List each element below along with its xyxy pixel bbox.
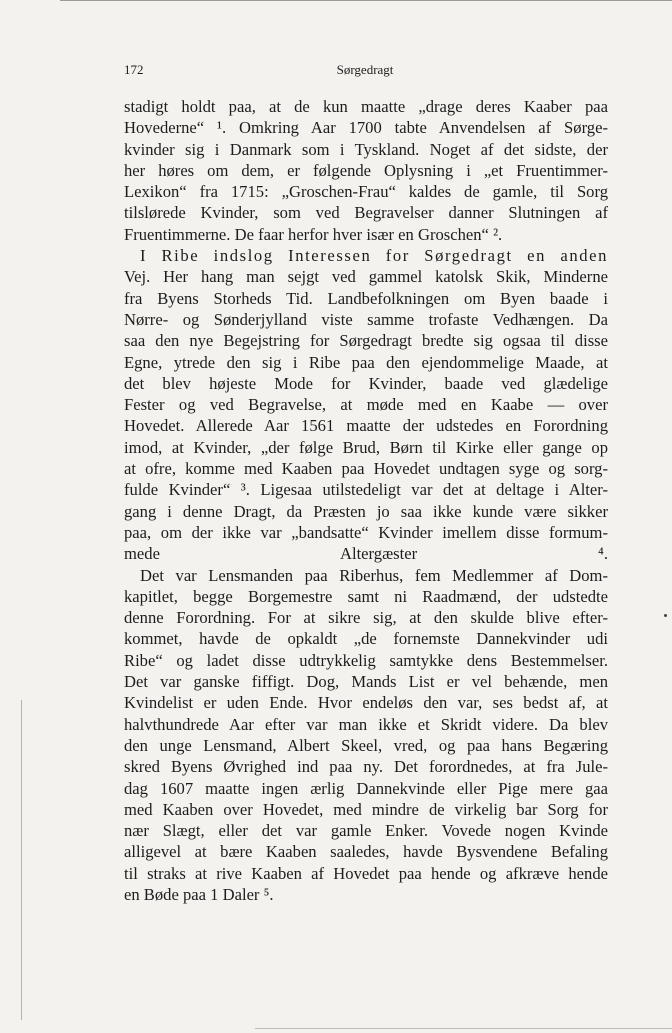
text-line: stadigt holdt paa, at de kun maatte „drage deres Kaaber paa [124,97,608,116]
text-line: kommet, havde de opkaldt „de fornemste Dannekvinder udi [124,629,608,649]
scan-edge-bottom [255,1028,672,1029]
text-line: imod, at Kvinder, „der følge Brud, Børn til Kirke eller gange op [124,437,608,457]
text-line: det blev højeste Mode for Kvinder, baade ved glædelige [124,373,608,393]
text-line: gang i denne Dragt, da Præsten jo saa ikke kunde være sikker [124,501,608,521]
text-line: denne Forordning. For at sikre sig, at den skulde blive efter- [124,608,608,628]
text-line: alligevel at bære Kaaben saaledes, havde Bysvendene Befaling [124,842,608,862]
body-text [124,96,608,905]
text-line: en Bøde paa 1 Daler ⁵. [124,884,274,904]
text-line: Kvindelist er uden Ende. Hvor endeløs den var, ses bedst af, at [124,693,608,713]
text-line: saa den nye Begejstring for Sørgedragt bredte sig ogsaa til disse [124,331,608,351]
text-line: Ribe“ og ladet disse udtrykkelig samtykke dens Bestemmelser. [124,650,608,670]
text-line: Nørre- og Sønderjylland viste samme trofaste Vedhængen. Da [124,309,608,329]
text-line: Fester og ved Begravelse, at møde med en Kaabe — over [124,395,608,415]
text-line: til straks at rive Kaaben af Hovedet paa hende og afkræve hende [124,863,608,883]
text-line: at ofre, komme med Kaaben paa Hovedet undtagen syge og sorg- [124,459,608,479]
text-line: Egne, ytrede den sig i Ribe paa den ejendommelige Maade, at [124,352,608,372]
text-line: med Kaaben over Hovedet, med mindre de virkelig bar Sorg for [124,799,608,819]
text-line: fra Byens Storheds Tid. Landbefolkningen om Byen baade i [124,288,608,308]
text-line: Det var Lensmanden paa Riberhus, fem Medlemmer af Dom- [140,565,608,585]
text-line: Hovedet. Allerede Aar 1561 maatte der udstedes en Forordning [124,416,608,436]
scan-edge-left [21,700,22,1020]
text-line: kvinder sig i Danmark som i Tyskland. Noget af det sidste, der [124,139,608,159]
text-line: Fruentimmerne. De faar herfor hver især en Groschen“ ². [124,224,503,244]
scan-edge-top [60,0,672,1]
text-line: fulde Kvinder“ ³. Ligesaa utilstedeligt var det at deltage i Alter- [124,480,608,500]
text-line: Det var ganske fiffigt. Dog, Mands List er vel behænde, men [124,672,608,692]
text-line: I Ribe indslog Interessen for Sørgedragt en anden [140,246,608,266]
scan-speck [664,614,667,617]
text-line: mede Altergæster ⁴. [124,544,608,564]
text-line: kapitlet, begge Borgemestre samt ni Raadmænd, der udstedte [124,586,608,606]
running-title: Sørgedragt [336,62,394,77]
running-head [124,62,606,80]
text-line: her høres om dem, er følgende Oplysning i „et Fruentimmer- [124,160,608,180]
text-line: dag 1607 maatte ingen ærlig Dannekvinde eller Pige mere gaa [124,778,608,798]
text-line: Lexikon“ fra 1715: „Groschen-Frau“ kaldes de gamle, til Sorg [124,182,608,202]
text-line: halvthundrede Aar efter var man ikke et Skridt videre. Da blev [124,714,608,734]
text-line: paa, om der ikke var „bandsatte“ Kvinder imellem disse formum- [124,522,608,542]
text-line: Vej. Her hang man sejgt ved gammel katolsk Skik, Minderne [124,267,608,287]
text-line: skred Byens Øvrighed ind paa ny. Det forordnedes, at fra Jule- [124,757,608,777]
text-line: nær Slægt, eller det var gamle Enker. Vovede nogen Kvinde [124,821,608,841]
text-line: Hovederne“ ¹. Omkring Aar 1700 tabte Anvendelsen af Sørge- [124,118,608,138]
page-number: 172 [124,62,144,77]
text-line: tilslørede Kvinder, som ved Begravelser danner Slutningen af [124,203,608,223]
text-line: den unge Lensmand, Albert Skeel, vred, og paa hans Begæring [124,735,608,755]
